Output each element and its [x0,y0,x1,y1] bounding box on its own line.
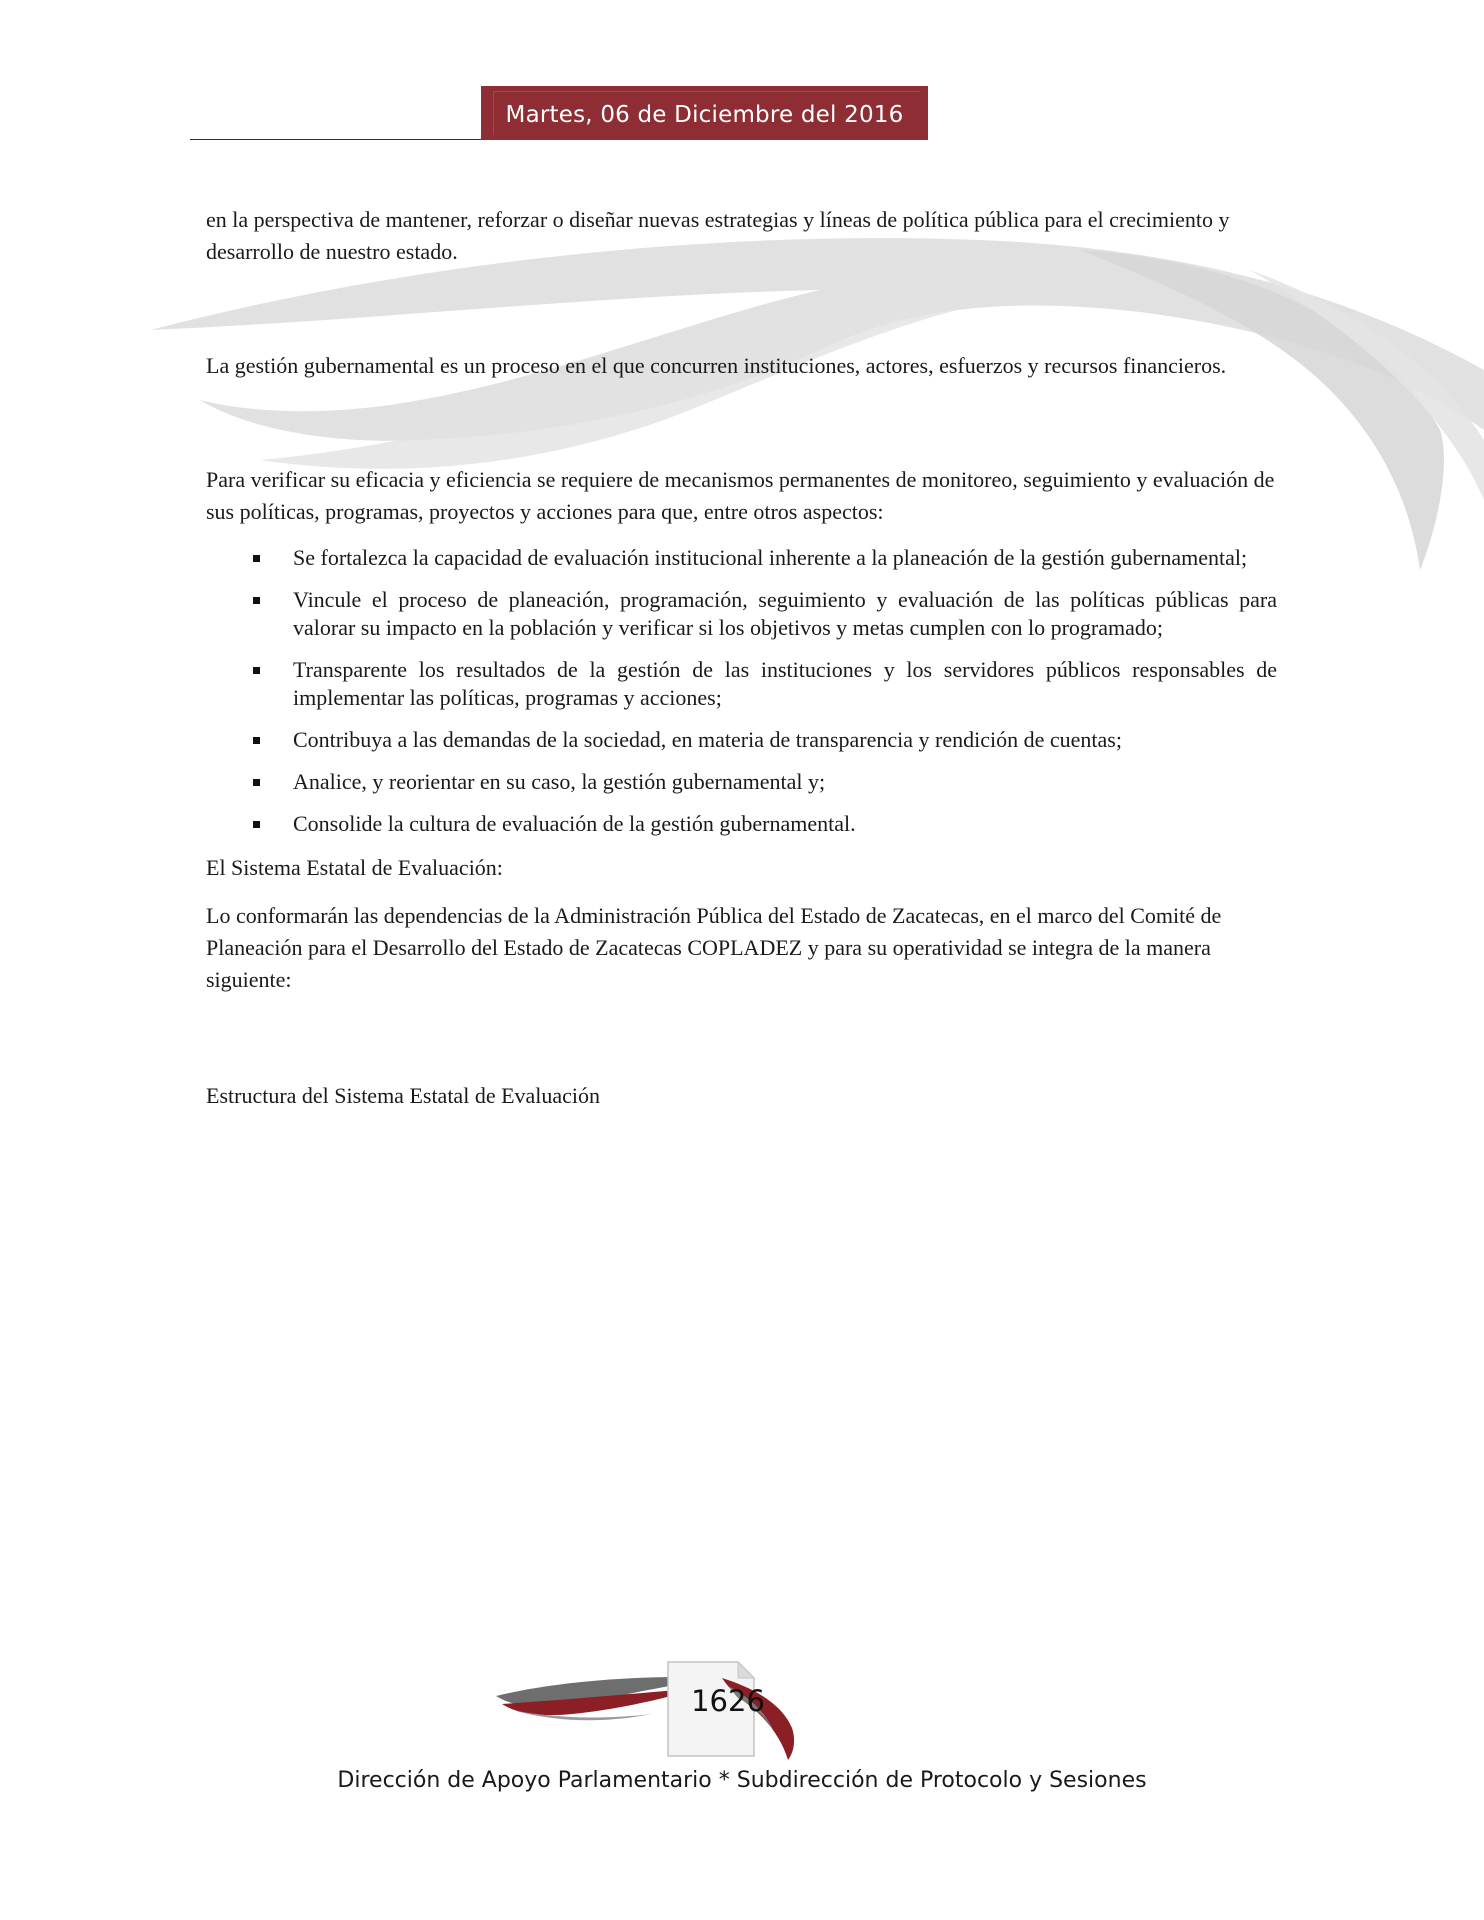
square-bullet-icon [253,597,260,604]
paragraph-verificar: Para verificar su eficacia y eficiencia se requiere de mecanismos permanentes de monitoreo, seguimiento y evaluación de sus políticas, programas, proyectos y acciones para que, entre otros aspectos: [206,467,1275,524]
bullet-item [206,656,1277,712]
square-bullet-icon [253,821,260,828]
bullet-text: Contribuya a las demandas de la sociedad, en materia de transparencia y rendición de cuentas; [293,727,1122,752]
footer-text: Dirección de Apoyo Parlamentario * Subdirección de Protocolo y Sesiones [337,1768,1147,1793]
page-number: 1626 [691,1684,765,1718]
bullet-text: Vincule el proceso de planeación, programación, seguimiento y evaluación de las políticas públicas para valorar su impacto en la población y verificar si los objetivos y metas cumplen con lo programado; [293,587,1277,640]
bullet-item [206,810,1277,838]
square-bullet-icon [253,667,260,674]
document-body [206,204,1276,1112]
header-date: Martes, 06 de Diciembre del 2016 [505,102,904,128]
bullet-item [206,768,1277,796]
bullet-item [206,544,1277,572]
header-rule [190,139,481,140]
paragraph-gestion: La gestión gubernamental es un proceso en el que concurren instituciones, actores, esfuerzos y recursos financieros. [206,353,1227,378]
bullet-text: Se fortalezca la capacidad de evaluación institucional inherente a la planeación de la gestión gubernamental; [293,545,1248,570]
bullet-list [206,544,1276,838]
paragraph-estructura: Estructura del Sistema Estatal de Evaluación [206,1083,601,1108]
header-date-banner [481,86,928,140]
paragraph-conformaran: Lo conformarán las dependencias de la Administración Pública del Estado de Zacatecas, en el marco del Comité de Planeación para el Desarrollo del Estado de Zacatecas COPLADEZ y para su operatividad se integra de la manera siguiente: [206,903,1222,992]
paragraph-sistema-estatal: El Sistema Estatal de Evaluación: [206,855,503,880]
bullet-item [206,586,1277,642]
square-bullet-icon [253,555,260,562]
bullet-text: Analice, y reorientar en su caso, la gestión gubernamental y; [293,769,826,794]
square-bullet-icon [253,737,260,744]
square-bullet-icon [253,779,260,786]
bullet-text: Transparente los resultados de la gestión de las instituciones y los servidores públicos responsables de implementar las políticas, programas y acciones; [293,657,1277,710]
bullet-text: Consolide la cultura de evaluación de la gestión gubernamental. [293,811,856,836]
paragraph-perspectiva: en la perspectiva de mantener, reforzar o diseñar nuevas estrategias y líneas de política pública para el crecimiento y desarrollo de nuestro estado. [206,207,1230,264]
bullet-item [206,726,1277,754]
